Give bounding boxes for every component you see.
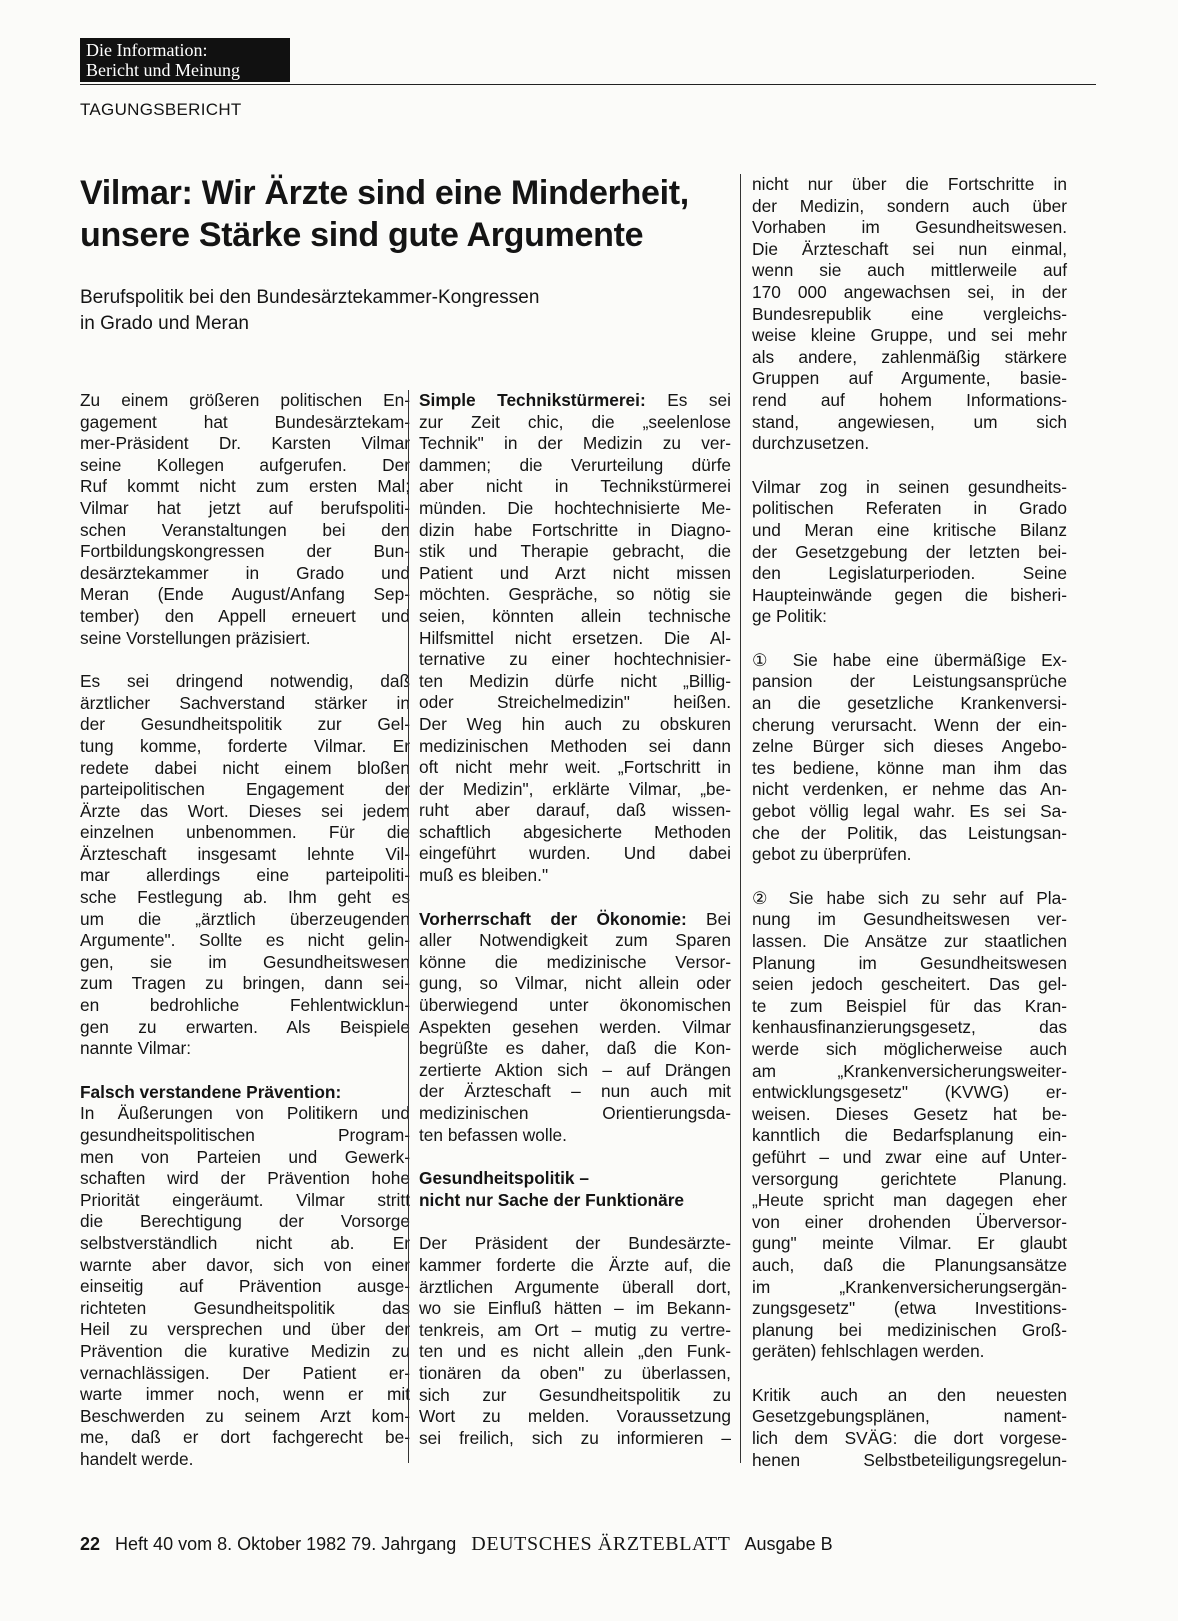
headline-line: unsere Stärke sind gute Argumente (80, 216, 644, 254)
text-line: Argumente". Sollte es nicht gelin- (80, 930, 410, 951)
text-line: stand, angewiesen, um sich (752, 411, 1067, 432)
text-line: henen Selbstbeteiligungsregelun- (752, 1449, 1067, 1470)
text-line: ge Politik: (752, 606, 827, 627)
text-line: geräten) fehlschlagen werden. (752, 1341, 985, 1362)
text-line: als andere, zahlenmäßig stärkere (752, 346, 1067, 367)
text-line: kammer forderte die Ärzte auf, die (419, 1254, 731, 1275)
text-line: muß es bleiben." (419, 865, 549, 886)
text-line: warnte aber davor, sich von einer (80, 1254, 410, 1275)
text-line: werde sich möglicherweise auch (752, 1038, 1067, 1059)
text-line: gen, sie im Gesundheitswesen (80, 951, 410, 972)
text-line: der Medizin, sondern auch über (752, 195, 1067, 216)
text-line: die Berechtigung der Vorsorge (80, 1211, 410, 1232)
text-line: me, daß er dort fachgerecht be- (80, 1427, 410, 1448)
text-line: versorgung gerichtete Planung. (752, 1168, 1067, 1189)
text-line: nung im Gesundheitswesen ver- (752, 909, 1067, 930)
text-line: lich dem SVÄG: die dort vorgese- (752, 1428, 1067, 1449)
text-line: oft nicht mehr weit. „Fortschritt in (419, 757, 731, 778)
text-line: Planung im Gesundheitswesen (752, 952, 1067, 973)
text-line: nicht verdenken, er nehme das An- (752, 779, 1067, 800)
text-line: seine Vorstellungen präzisiert. (80, 627, 311, 648)
text-line: Der Präsident der Bundesärzte- (419, 1233, 731, 1254)
subheadline-line: in Grado und Meran (80, 313, 249, 334)
section-badge (80, 38, 290, 82)
text-line: Vilmar hat jetzt auf berufspoliti- (80, 497, 410, 518)
text-line: wenn sie auch mittlerweile auf (752, 260, 1067, 281)
text-line: Gruppen auf Argumente, basie- (752, 368, 1067, 389)
text-line: Haupteinwände gegen die bisheri- (752, 584, 1067, 605)
text-line: im „Krankenversicherungsergän- (752, 1276, 1067, 1297)
text-line: en bedrohliche Fehlentwicklun- (80, 995, 410, 1016)
paragraph (419, 1233, 731, 1449)
text-line: kenhausfinanzierungsgesetz, das (752, 1017, 1067, 1038)
text-line: schen Veranstaltungen bei den (80, 519, 410, 540)
text-line: begrüßte es daher, daß die Kon- (419, 1038, 731, 1059)
text-line: Es sei dringend notwendig, daß (80, 671, 410, 692)
text-line: Die Ärzteschaft sei nun einmal, (752, 238, 1067, 259)
text-line: Ärzte das Wort. Dieses sei jedem (80, 800, 410, 821)
paragraph (419, 909, 731, 1147)
subheadline-line: Berufspolitik bei den Bundesärztekammer-Kongressen (80, 287, 540, 308)
text-line: gagement hat Bundesärztekam- (80, 411, 410, 432)
text-line: Patient und Arzt nicht missen (419, 562, 731, 583)
text-line: Vorherrschaft der Ökonomie: Bei (419, 908, 732, 929)
text-line: dizin habe Fortschritte in Diagno- (419, 519, 731, 540)
text-line: tember) den Appell erneuert und (80, 605, 410, 626)
text-line: Meran (Ende August/Anfang Sep- (80, 584, 410, 605)
text-line: Wort zu melden. Voraussetzung (419, 1406, 731, 1427)
text-line: zum Tragen zu bringen, dann sei- (80, 973, 410, 994)
text-line: tung komme, forderte Vilmar. Er (80, 735, 410, 756)
text-line: selbstverständlich nicht ab. Er (80, 1232, 410, 1253)
text-line: der Medizin", erklärte Vilmar, „be- (419, 778, 731, 799)
text-line: pansion der Leistungsansprüche (752, 671, 1067, 692)
subheadline (80, 285, 720, 337)
text-line: seine Kollegen aufgerufen. Der (80, 454, 410, 475)
text-line: ärztlichen Argumente überall dort, (419, 1276, 731, 1297)
text-line: Beschwerden zu seinem Arzt kom- (80, 1405, 410, 1426)
text-line: In Äußerungen von Politikern und (80, 1103, 410, 1124)
text-line: seien, könnten allein technische (419, 605, 731, 626)
text-line: Technik" in der Medizin zu ver- (419, 433, 731, 454)
text-line: an die gesetzliche Krankenversi- (752, 693, 1067, 714)
text-line: tionären da oben" zu überlassen, (419, 1362, 731, 1383)
text-line: entwicklungsgesetz" (KVWG) er- (752, 1082, 1067, 1103)
column-divider (408, 390, 409, 1463)
text-line: planung bei medizinischen Groß- (752, 1319, 1067, 1340)
edition: Ausgabe B (744, 1534, 833, 1554)
text-line: mer-Präsident Dr. Karsten Vilmar (80, 433, 410, 454)
text-line: am „Krankenversicherungsweiter- (752, 1060, 1067, 1081)
text-line: zelne Bürger sich dieses Angebo- (752, 736, 1067, 757)
journal-name: DEUTSCHES ÄRZTEBLATT (471, 1533, 731, 1555)
text-line: gen zu erwarten. Als Beispiele (80, 1016, 410, 1037)
text-line: von einer drohenden Überversor- (752, 1211, 1067, 1232)
paragraph (752, 477, 1067, 628)
text-line: politischen Referaten in Grado (752, 498, 1067, 519)
text-line: Bundesrepublik eine vergleichs- (752, 303, 1067, 324)
text-line: sei freilich, sich zu informieren – (419, 1427, 731, 1448)
text-line: münden. Die hochtechnisierte Me- (419, 497, 731, 518)
text-line: richteten Gesundheitspolitik das (80, 1297, 410, 1318)
text-line: gung, so Vilmar, nicht allein oder (419, 973, 731, 994)
paragraph (752, 174, 1067, 455)
text-line: auch, daß die Planungsansätze (752, 1254, 1067, 1275)
paragraph (80, 1082, 410, 1471)
text-line: tenkreis, am Ort – mutig zu vertre- (419, 1319, 731, 1340)
text-line: einseitig auf Prävention ausge- (80, 1276, 410, 1297)
text-line: Gesetzgebungsplänen, nament- (752, 1406, 1067, 1427)
section-heading-line: nicht nur Sache der Funktionäre (419, 1189, 685, 1210)
run-in-heading: Simple Technikstürmerei: (419, 390, 646, 410)
text-line: ruht aber darauf, daß wissen- (419, 800, 731, 821)
run-in-heading: Falsch verstandene Prävention: (80, 1081, 342, 1102)
text-line: seien jedoch gescheitert. Das gel- (752, 974, 1067, 995)
text-line: der Gesundheitspolitik zur Gel- (80, 714, 410, 735)
text-line: und Meran eine kritische Bilanz (752, 519, 1067, 540)
text-line: überwiegend unter ökonomischen (419, 995, 731, 1016)
text-line: che der Politik, das Leistungsan- (752, 822, 1067, 843)
text-line: kanntlich die Bedarfsplanung ein- (752, 1125, 1067, 1146)
text-line: aller Notwendigkeit zum Sparen (419, 930, 731, 951)
text-line: weisen. Dieses Gesetz hat be- (752, 1103, 1067, 1124)
headline-line: Vilmar: Wir Ärzte sind eine Minderheit, (80, 174, 689, 212)
text-line: dammen; die Verurteilung dürfe (419, 454, 731, 475)
text-line: Kritik auch an den neuesten (752, 1384, 1067, 1405)
column-divider (740, 174, 741, 1463)
text-line: schaften wird der Prävention hohe (80, 1168, 410, 1189)
text-line: sich zur Gesundheitspolitik zu (419, 1384, 731, 1405)
text-line: aber nicht in Technikstürmerei (419, 476, 731, 497)
text-line: nicht nur über die Fortschritte in (752, 174, 1067, 194)
text-line: gebot völlig legal wahr. Es sei Sa- (752, 801, 1067, 822)
text-line: oder Streichelmedizin" heißen. (419, 692, 731, 713)
text-line: mar allerdings eine parteipoliti- (80, 865, 410, 886)
text-line: um die „ärztlich überzeugenden (80, 908, 410, 929)
text-line: handelt werde. (80, 1448, 194, 1469)
text-line: nannte Vilmar: (80, 1038, 192, 1059)
article-column-1 (80, 390, 410, 1493)
text-line: der Gesetzgebung der letzten bei- (752, 541, 1067, 562)
text-line: sche Festlegung ab. Ihm geht es (80, 887, 410, 908)
text-line: medizinischen Methoden sei dann (419, 735, 731, 756)
text-line: schaftlich abgesicherte Methoden (419, 821, 731, 842)
text-line: Aspekten gesehen werden. Vilmar (419, 1016, 731, 1037)
text-line: te zum Beispiel für das Kran- (752, 995, 1067, 1016)
text-line: redete dabei nicht einem bloßen (80, 757, 410, 778)
text-line: Simple Technikstürmerei: Es sei (419, 390, 731, 410)
text-line: gung" meinte Vilmar. Er glaubt (752, 1233, 1067, 1254)
text-line: Ruf kommt nicht zum ersten Mal; (80, 476, 410, 497)
text-line: vernachlässigen. Der Patient er- (80, 1362, 410, 1383)
text-line: ② Sie habe sich zu sehr auf Pla- (752, 887, 1067, 908)
text-line: parteipolitischen Engagement der (80, 779, 410, 800)
text-line: ternative zu einer hochtechnisier- (419, 649, 731, 670)
text-line: lassen. Die Ansätze zur staatlichen (752, 931, 1067, 951)
paragraph (752, 1385, 1067, 1471)
paragraph (80, 671, 410, 1060)
text-line: ten und es nicht allein „den Funk- (419, 1341, 731, 1362)
paragraph (752, 888, 1067, 1363)
text-line: Vorhaben im Gesundheitswesen. (752, 217, 1067, 238)
text-line: durchzusetzen. (752, 433, 870, 454)
text-line: weise kleine Gruppe, und sei mehr (752, 325, 1067, 346)
section-badge-line: Bericht und Meinung (86, 60, 240, 80)
text-line: eingeführt wurden. Und dabei (419, 843, 731, 864)
article-column-2 (419, 390, 731, 1471)
text-line: könne die medizinische Versor- (419, 951, 731, 972)
section-heading-line: Gesundheitspolitik – (419, 1168, 589, 1189)
section-badge-line: Die Information: (86, 40, 208, 60)
run-in-heading: Vorherrschaft der Ökonomie: (419, 908, 687, 929)
text-line: ① Sie habe eine übermäßige Ex- (752, 649, 1067, 670)
text-line: „Heute spricht man dagegen eher (752, 1190, 1067, 1211)
text-line: den Legislaturperioden. Seine (752, 563, 1067, 584)
text-line: rend auf hohem Informations- (752, 389, 1067, 410)
text-line: Vilmar zog in seinen gesundheits- (752, 476, 1067, 497)
text-line: 170 000 angewachsen sei, in der (752, 281, 1067, 302)
text-line: zur Zeit chic, die „seelenlose (419, 411, 731, 432)
text-line: ten Medizin dürfe nicht „Billig- (419, 670, 731, 691)
text-line: cherung verursacht. Wenn der ein- (752, 714, 1067, 735)
paragraph (752, 650, 1067, 866)
page-footer (80, 1533, 833, 1556)
text-line: geführt – und zwar eine auf Unter- (752, 1146, 1067, 1167)
paragraph (419, 390, 731, 887)
text-line: gebot zu überprüfen. (752, 844, 912, 865)
text-line: zertierte Aktion sich – auf Drängen (419, 1059, 731, 1080)
text-line: Zu einem größeren politischen En- (80, 390, 410, 410)
text-line: men von Parteien und Gewerk- (80, 1146, 410, 1167)
text-line: Hilfsmittel nicht ersetzen. Die Al- (419, 627, 731, 648)
text-line: Priorität eingeräumt. Vilmar stritt (80, 1189, 410, 1210)
text-line: ärztlicher Sachverstand stärker in (80, 692, 410, 713)
text-line: warte immer noch, wenn er mit (80, 1384, 410, 1405)
text-line: zungsgesetz" (etwa Investitions- (752, 1298, 1067, 1319)
text-line: tes bediene, könne man ihm das (752, 757, 1067, 778)
text-line: wo sie Einfluß hätten – im Bekann- (419, 1298, 731, 1319)
text-line: der Ärzteschaft – nun auch mit (419, 1081, 731, 1102)
rubric: TAGUNGSBERICHT (80, 100, 242, 119)
text-line: einzelnen unbenommen. Für die (80, 822, 410, 843)
text-line: möchten. Gespräche, so nötig sie (419, 584, 731, 605)
text-line: Prävention die kurative Medizin zu (80, 1340, 410, 1361)
page-number: 22 (80, 1534, 101, 1554)
text-line: medizinischen Orientierungsda- (419, 1103, 731, 1123)
text-line: Fortbildungskongressen der Bun- (80, 541, 410, 562)
text-line: Ärzteschaft insgesamt lehnte Vil- (80, 843, 410, 864)
text-line: Der Weg hin auch zu obskuren (419, 713, 731, 734)
text-line: stik und Therapie gebracht, die (419, 541, 731, 562)
headline (80, 172, 760, 256)
article-column-3 (752, 174, 1067, 1493)
text-line: ten befassen wolle. (419, 1124, 567, 1145)
paragraph (80, 390, 410, 649)
text-line: desärztekammer in Grado und (80, 562, 410, 583)
top-rule (80, 84, 1096, 85)
section-heading (419, 1168, 731, 1211)
text-line: gesundheitspolitischen Program- (80, 1125, 410, 1145)
issue-info: Heft 40 vom 8. Oktober 1982 79. Jahrgang (115, 1534, 457, 1554)
text-line: Heil zu versprechen und über der (80, 1319, 410, 1340)
